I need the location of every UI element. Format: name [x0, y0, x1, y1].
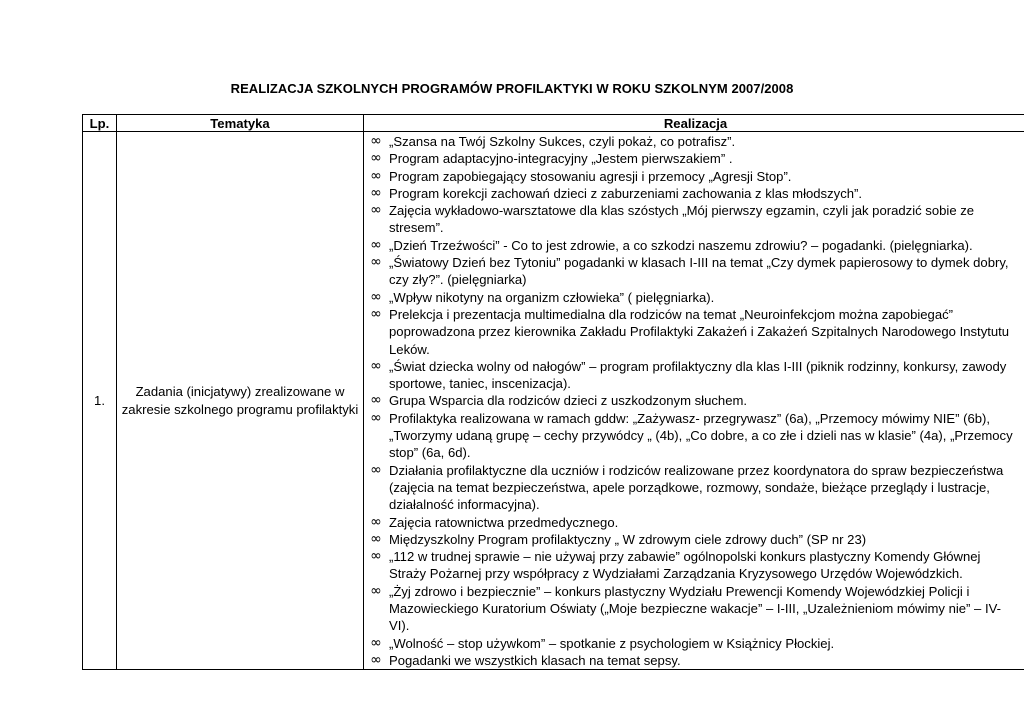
list-item [364, 237, 1024, 254]
list-item [364, 306, 1024, 358]
row-realization [364, 132, 1024, 670]
list-item-text: Program korekcji zachowań dzieci z zaburzeniami zachowania z klas młodszych”. [389, 185, 863, 201]
infinity-bullet-icon: ∞ [370, 548, 382, 565]
list-item-text: Profilaktyka realizowana w ramach gddw: „Zażywasz- przegrywasz” (6a), „Przemocy mówimy NIE” (6b), „Tworzymy udaną grupę – cechy przywódcy „ (4b), „Co dobre, a co złe i dzieli nas w klasie” (4a), „Przemocy stop” (6a, 6d). [389, 410, 1013, 461]
list-item-text: Zajęcia ratownictwa przedmedycznego. [389, 514, 619, 530]
list-item-text: „Dzień Trzeźwości” - Co to jest zdrowie, a co szkodzi naszemu zdrowiu? – pogadanki. (pielęgniarka). [389, 237, 973, 253]
list-item [364, 168, 1024, 185]
header-tematyka: Tematyka [117, 115, 364, 132]
list-item [364, 133, 1024, 150]
document-title: REALIZACJA SZKOLNYCH PROGRAMÓW PROFILAKTYKI W ROKU SZKOLNYM 2007/2008 [230, 81, 794, 96]
infinity-bullet-icon: ∞ [370, 184, 382, 201]
infinity-bullet-icon: ∞ [370, 150, 382, 167]
list-item [364, 150, 1024, 167]
list-item-text: Działania profilaktyczne dla uczniów i rodziców realizowane przez koordynatora do spraw bezpieczeństwa (zajęcia na temat bezpieczeństwa, apele porządkowe, rozmowy, sondaże, bieżące przeglądy i lustracje, działalność informacyjna). [389, 462, 1004, 513]
list-item-text: „112 w trudnej sprawie – nie używaj przy zabawie” ogólnopolski konkurs plastyczny Komendy Głównej Straży Pożarnej przy współpracy z Wydziałami Zarządzania Kryzysowego Urzędów Wojewódzkich. [389, 549, 981, 582]
list-item [364, 583, 1024, 635]
infinity-bullet-icon: ∞ [370, 236, 382, 253]
list-item-text: Program zapobiegający stosowaniu agresji i przemocy „Agresji Stop”. [389, 168, 792, 184]
list-item-text: „Żyj zdrowo i bezpiecznie” – konkurs plastyczny Wydziału Prewencji Komendy Wojewódzkiej Policji i Mazowieckiego Kuratorium Oświaty („Moje bezpieczne wakacje” – I-III, „Uzależnieniom mówimy nie” – IV-VI). [389, 583, 1001, 634]
list-item [364, 289, 1024, 306]
table-row [83, 132, 1024, 670]
list-item-text: „Świat dziecka wolny od nałogów” – program profilaktyczny dla klas I-III (piknik rodzinny, konkursy, zawody sportowe, taniec, inscenizacja). [389, 358, 1007, 392]
infinity-bullet-icon: ∞ [370, 634, 382, 651]
list-item-text: Międzyszkolny Program profilaktyczny „ W zdrowym ciele zdrowy duch” (SP nr 23) [389, 531, 867, 547]
header-realizacja: Realizacja [364, 115, 1024, 132]
list-item [364, 358, 1024, 393]
list-item [364, 254, 1024, 289]
infinity-bullet-icon: ∞ [370, 651, 382, 668]
infinity-bullet-icon: ∞ [370, 582, 382, 599]
infinity-bullet-icon: ∞ [370, 513, 382, 530]
infinity-bullet-icon: ∞ [370, 461, 382, 478]
list-item-text: Prelekcja i prezentacja multimedialna dla rodziców na temat „Neuroinfekcjom można zapobiegać” poprowadzona przez kierownika Zakładu Profilaktyki Zakażeń i Zakażeń Szpitalnych Narodowego Instytutu Leków. [389, 306, 1010, 357]
list-item-text: Zajęcia wykładowo-warsztatowe dla klas szóstych „Mój pierwszy egzamin, czyli jak poradzić sobie ze stresem”. [389, 203, 975, 236]
infinity-bullet-icon: ∞ [370, 288, 382, 305]
list-item [364, 462, 1024, 514]
list-item [364, 392, 1024, 409]
infinity-bullet-icon: ∞ [370, 357, 382, 374]
infinity-bullet-icon: ∞ [370, 392, 382, 409]
programs-table [82, 114, 1024, 670]
infinity-bullet-icon: ∞ [370, 305, 382, 322]
infinity-bullet-icon: ∞ [370, 202, 382, 219]
list-item [364, 410, 1024, 462]
list-item-text: Pogadanki we wszystkich klasach na temat sepsy. [389, 652, 681, 668]
infinity-bullet-icon: ∞ [370, 167, 382, 184]
list-item-text: „Szansa na Twój Szkolny Sukces, czyli pokaż, co potrafisz”. [389, 134, 736, 149]
list-item [364, 514, 1024, 531]
realization-list [364, 132, 1024, 669]
infinity-bullet-icon: ∞ [370, 133, 382, 149]
table-header-row [83, 115, 1024, 132]
infinity-bullet-icon: ∞ [370, 254, 382, 271]
row-topic: Zadania (inicjatywy) zrealizowane w zakresie szkolnego programu profilaktyki [117, 132, 364, 670]
list-item-text: „Wpływ nikotyny na organizm człowieka” ( pielęgniarka). [389, 289, 715, 305]
list-item-text: „Światowy Dzień bez Tytoniu” pogadanki w klasach I-III na temat „Czy dymek papierosowy to dymek dobry, czy zły?”. (pielęgniarka) [389, 255, 1009, 288]
list-item-text: Grupa Wsparcia dla rodziców dzieci z uszkodzonym słuchem. [389, 393, 748, 409]
row-number: 1. [83, 132, 117, 670]
infinity-bullet-icon: ∞ [370, 409, 382, 426]
list-item [364, 652, 1024, 669]
infinity-bullet-icon: ∞ [370, 530, 382, 547]
header-lp: Lp. [83, 115, 117, 132]
list-item [364, 548, 1024, 583]
list-item-text: Program adaptacyjno-integracyjny „Jestem pierwszakiem” . [389, 151, 733, 167]
list-item-text: „Wolność – stop używkom” – spotkanie z psychologiem w Książnicy Płockiej. [389, 635, 835, 651]
list-item [364, 185, 1024, 202]
list-item [364, 202, 1024, 237]
list-item [364, 635, 1024, 652]
list-item [364, 531, 1024, 548]
